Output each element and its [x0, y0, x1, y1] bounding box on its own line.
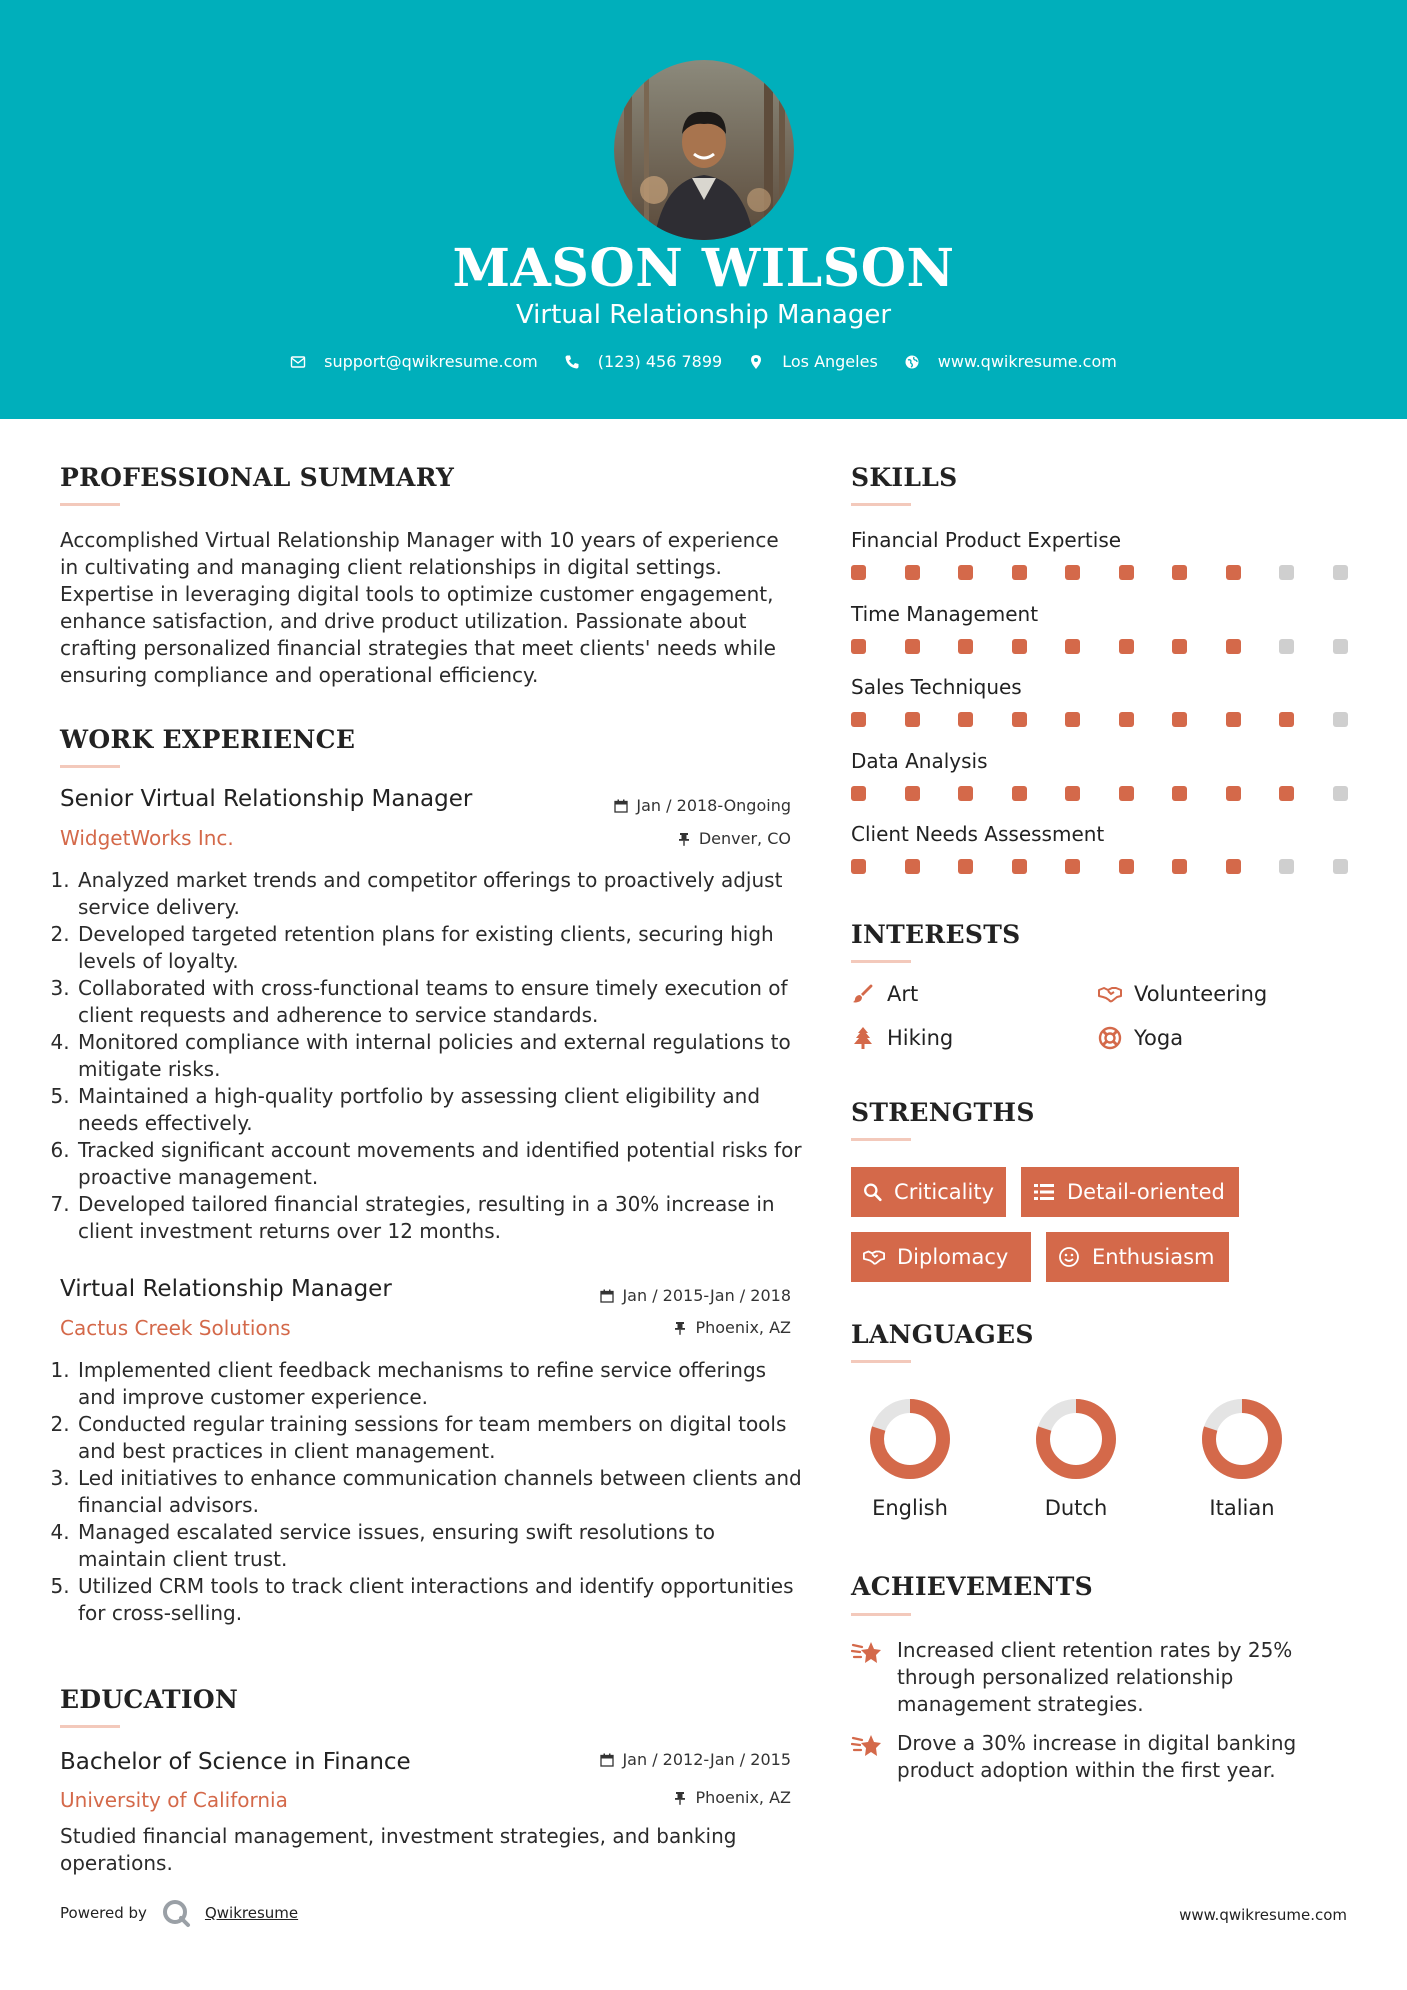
list-item: 1. Analyzed market trends and competitor offerings to proactively adjust service delivery. — [76, 867, 803, 921]
calendar-icon — [600, 1289, 614, 1303]
tree-icon — [851, 1026, 875, 1050]
pin-icon — [673, 1791, 687, 1805]
list-item: 7. Developed tailored financial strategies, resulting in a 30% increase in client investment returns over 12 months. — [76, 1191, 803, 1245]
interest-hiking — [851, 1026, 953, 1050]
achievements-heading: ACHIEVEMENTS — [851, 1572, 1093, 1601]
contact-email[interactable] — [290, 352, 538, 371]
skill-level-dot — [1333, 859, 1348, 874]
strength-detail-oriented — [1021, 1167, 1239, 1217]
interest-yoga — [1098, 1026, 1183, 1050]
shooting-star-icon — [851, 1639, 883, 1667]
job-1-bullets — [58, 867, 803, 1245]
achievements-rule — [851, 1613, 911, 1616]
skill-name: Client Needs Assessment — [851, 822, 1105, 846]
language-name: Italian — [1209, 1496, 1275, 1520]
candidate-title: Virtual Relationship Manager — [515, 300, 892, 330]
education-dates-text: Jan / 2012-Jan / 2015 — [622, 1750, 791, 1769]
skill-level-dot — [1119, 786, 1134, 801]
skill-level-dot — [851, 639, 866, 654]
job-2-dates — [600, 1286, 791, 1305]
qwikresume-logo-icon — [161, 1898, 191, 1928]
skill-level-dot — [1279, 859, 1294, 874]
skill-name: Sales Techniques — [851, 675, 1022, 699]
interest-hiking-label: Hiking — [887, 1026, 954, 1050]
achievement-1-text: Increased client retention rates by 25% through personalized relationship management strategies. — [897, 1638, 1293, 1716]
strength-enthusiasm — [1046, 1232, 1229, 1282]
list-item: 2. Conducted regular training sessions for team members on digital tools and best practices in client management. — [76, 1411, 803, 1465]
skill-level-dot — [1012, 639, 1027, 654]
skill-level-dot — [851, 712, 866, 727]
skill-level-dot — [1226, 859, 1241, 874]
skill-level-dot — [1119, 859, 1134, 874]
calendar-icon — [614, 799, 628, 813]
lifebuoy-icon — [1098, 1026, 1122, 1050]
skill-level-dot — [1172, 639, 1187, 654]
contact-location — [748, 352, 878, 371]
handshake-icon — [863, 1246, 885, 1268]
envelope-icon — [290, 354, 306, 370]
summary-text: Accomplished Virtual Relationship Manager with 10 years of experience in cultivating and managing client relationships in digital settings. Expertise in leveraging digital tools to optimize customer engagement, enhance satisfaction, and drive product utilization. Passionate about crafting personalized financial strategies that meet clients' needs while ensuring compliance and operational efficiency. — [60, 528, 779, 687]
contact-phone[interactable] — [564, 352, 722, 371]
skills-heading: SKILLS — [851, 463, 958, 492]
experience-heading: WORK EXPERIENCE — [60, 725, 356, 754]
skill-level-dot — [1279, 786, 1294, 801]
skill-level-dot — [1226, 786, 1241, 801]
skill-level-dot — [1012, 786, 1027, 801]
job-2-location-text: Phoenix, AZ — [695, 1318, 791, 1337]
skill-level-dot — [1119, 565, 1134, 580]
skill-level-dot — [1065, 786, 1080, 801]
strength-diplomacy-label: Diplomacy — [897, 1245, 1009, 1269]
map-marker-icon — [748, 354, 764, 370]
contact-location-text: Los Angeles — [782, 352, 878, 371]
skill-level-dot — [1012, 712, 1027, 727]
shooting-star-icon — [851, 1732, 883, 1760]
skill-name: Data Analysis — [851, 748, 988, 773]
education-location — [673, 1788, 791, 1807]
skill-level-dot — [1333, 639, 1348, 654]
contact-website[interactable] — [904, 352, 1117, 371]
interest-volunteering — [1098, 982, 1267, 1006]
skill-level-dot — [1333, 712, 1348, 727]
job-1-dates — [614, 796, 791, 815]
education-heading: EDUCATION — [60, 1685, 239, 1714]
skill-name: Time Management — [851, 601, 1039, 626]
strengths-heading: STRENGTHS — [851, 1098, 1035, 1127]
list-item: 5. Utilized CRM tools to track client interactions and identify opportunities for cross-selling. — [76, 1573, 803, 1627]
summary-rule — [60, 503, 120, 506]
strength-criticality-label: Criticality — [894, 1180, 994, 1204]
language-item — [1192, 1396, 1292, 1520]
skill-level-dot — [1279, 565, 1294, 580]
search-icon — [863, 1181, 882, 1203]
job-1-location-text: Denver, CO — [698, 829, 791, 848]
qwikresume-link[interactable]: Qwikresume — [204, 1904, 299, 1922]
achievement-2-text: Drove a 30% increase in digital banking product adoption within the first year. — [897, 1731, 1297, 1782]
pin-icon — [677, 832, 691, 846]
skill-name: Financial Product Expertise — [851, 528, 1122, 552]
languages-heading: LANGUAGES — [851, 1320, 1034, 1349]
profile-photo — [614, 60, 794, 240]
language-donut — [867, 1396, 953, 1482]
summary-heading: PROFESSIONAL SUMMARY — [60, 463, 455, 492]
skill-level-dot — [958, 859, 973, 874]
contact-website-text: www.qwikresume.com — [937, 352, 1117, 371]
interest-art — [851, 982, 918, 1006]
skill-level-dot — [1333, 786, 1348, 801]
skill-level-dot — [851, 859, 866, 874]
interest-volunteering-label: Volunteering — [1134, 982, 1268, 1006]
language-name: Dutch — [1044, 1496, 1108, 1520]
language-donut — [1199, 1396, 1285, 1482]
education-location-text: Phoenix, AZ — [695, 1788, 791, 1807]
interests-rule — [851, 960, 911, 963]
skill-level-dot — [958, 712, 973, 727]
job-1-location — [677, 829, 791, 848]
language-name: English — [872, 1496, 948, 1520]
strength-detail-oriented-label: Detail-oriented — [1067, 1180, 1225, 1204]
list-item: 6. Tracked significant account movements and identified potential risks for proactive management. — [76, 1137, 803, 1191]
skill-level-dot — [1065, 565, 1080, 580]
list-icon — [1033, 1181, 1055, 1203]
skill-level-dot — [1012, 859, 1027, 874]
job-1-company: WidgetWorks Inc. — [60, 826, 234, 850]
job-2-location — [673, 1318, 791, 1337]
skill-level-dot — [958, 786, 973, 801]
footer-website[interactable]: www.qwikresume.com — [1179, 1906, 1347, 1924]
strengths-rule — [851, 1138, 911, 1141]
education-degree: Bachelor of Science in Finance — [60, 1749, 411, 1775]
skill-level-dot — [1226, 565, 1241, 580]
skill-level-dot — [1279, 712, 1294, 727]
job-2-bullets — [58, 1357, 803, 1627]
skill-level-dot — [958, 565, 973, 580]
skill-level-dot — [1226, 639, 1241, 654]
education-text: Studied financial management, investment strategies, and banking operations. — [60, 1824, 737, 1875]
job-2-title: Virtual Relationship Manager — [60, 1276, 392, 1302]
achievement-2 — [851, 1730, 1321, 1784]
skill-level-dot — [1172, 859, 1187, 874]
strength-enthusiasm-label: Enthusiasm — [1092, 1245, 1215, 1269]
smile-icon — [1058, 1246, 1080, 1268]
language-donut — [1033, 1396, 1119, 1482]
skill-level-dot — [851, 786, 866, 801]
profile-photo-image — [614, 60, 794, 240]
skill-level-dot — [1172, 565, 1187, 580]
contact-bar — [0, 352, 1407, 371]
job-2-dates-text: Jan / 2015-Jan / 2018 — [622, 1286, 791, 1305]
skill-level-dot — [1226, 712, 1241, 727]
footer-powered-by — [60, 1898, 298, 1928]
skill-level-dot — [905, 712, 920, 727]
skill-level-dot — [905, 639, 920, 654]
skill-level-dot — [905, 859, 920, 874]
education-dates — [600, 1750, 791, 1769]
languages-rule — [851, 1360, 911, 1363]
pin-icon — [673, 1321, 687, 1335]
skill-level-dot — [1119, 712, 1134, 727]
job-2-company: Cactus Creek Solutions — [60, 1316, 291, 1340]
skill-level-dot — [1119, 639, 1134, 654]
skill-level-dot — [851, 565, 866, 580]
skill-level-dot — [905, 786, 920, 801]
skill-level-dot — [1172, 786, 1187, 801]
experience-rule — [60, 765, 120, 768]
achievement-1 — [851, 1637, 1321, 1718]
handshake-icon — [1098, 982, 1122, 1006]
list-item: 4. Monitored compliance with internal policies and external regulations to mitigate risks. — [76, 1029, 803, 1083]
list-item: 4. Managed escalated service issues, ensuring swift resolutions to maintain client trust. — [76, 1519, 803, 1573]
phone-icon — [564, 354, 580, 370]
language-item — [1026, 1396, 1126, 1520]
skills-rule — [851, 503, 911, 506]
skill-level-dot — [1279, 639, 1294, 654]
globe-icon — [904, 354, 920, 370]
list-item: 2. Developed targeted retention plans for existing clients, securing high levels of loyalty. — [76, 921, 803, 975]
list-item: 3. Led initiatives to enhance communication channels between clients and financial advisors. — [76, 1465, 803, 1519]
skill-level-dot — [1012, 565, 1027, 580]
skill-level-dot — [1065, 639, 1080, 654]
skill-level-dot — [958, 639, 973, 654]
job-1-title: Senior Virtual Relationship Manager — [60, 786, 473, 812]
education-school: University of California — [60, 1788, 288, 1812]
list-item: 5. Maintained a high-quality portfolio by assessing client eligibility and needs effectively. — [76, 1083, 803, 1137]
contact-email-text: support@qwikresume.com — [324, 352, 538, 371]
powered-by-label: Powered by — [60, 1904, 147, 1922]
skill-level-dot — [1172, 712, 1187, 727]
resume-header — [0, 0, 1407, 419]
skill-level-dot — [905, 565, 920, 580]
list-item: 1. Implemented client feedback mechanisms to refine service offerings and improve customer experience. — [76, 1357, 803, 1411]
candidate-name: MASON WILSON — [452, 238, 955, 299]
strength-criticality — [851, 1167, 1006, 1217]
skill-level-dot — [1333, 565, 1348, 580]
strength-diplomacy — [851, 1232, 1031, 1282]
interest-art-label: Art — [887, 982, 919, 1006]
list-item: 3. Collaborated with cross-functional teams to ensure timely execution of client requests and adherence to service standards. — [76, 975, 803, 1029]
job-1-dates-text: Jan / 2018-Ongoing — [636, 796, 791, 815]
skill-level-dot — [1065, 712, 1080, 727]
interests-heading: INTERESTS — [851, 920, 1021, 949]
education-rule — [60, 1725, 120, 1728]
paintbrush-icon — [851, 982, 875, 1006]
interest-yoga-label: Yoga — [1134, 1026, 1184, 1050]
contact-phone-text: (123) 456 7899 — [597, 352, 723, 371]
skill-level-dot — [1065, 859, 1080, 874]
calendar-icon — [600, 1753, 614, 1767]
language-item — [860, 1396, 960, 1520]
